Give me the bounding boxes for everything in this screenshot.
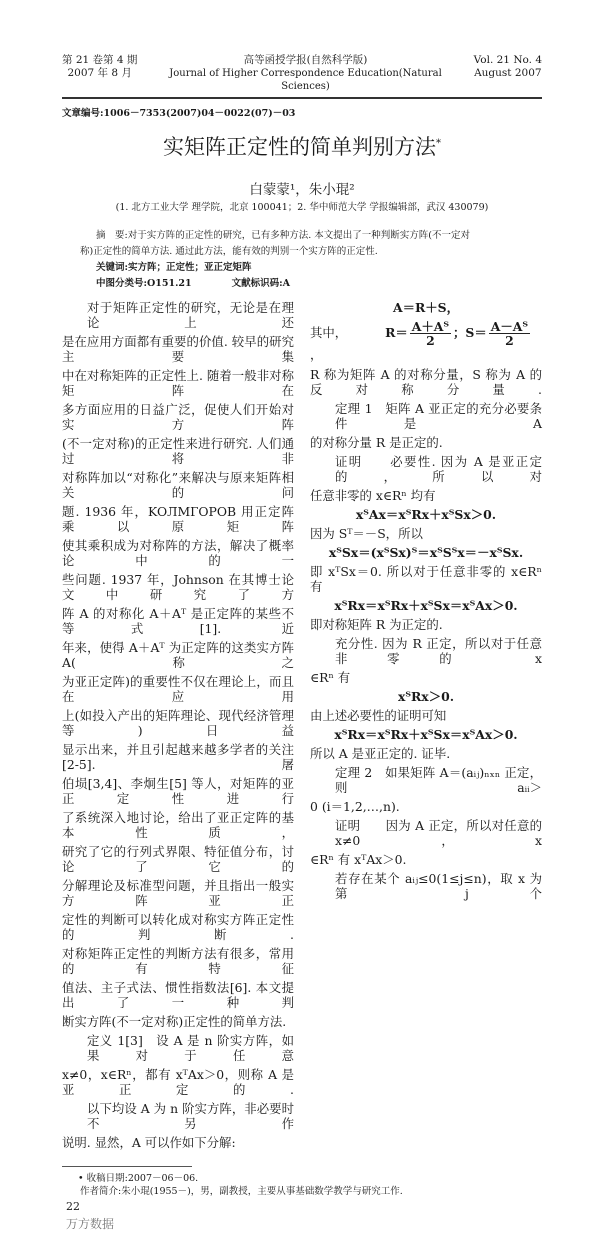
- abstract-line-2: 称)正定性的简单方法. 通过此方法，能有效的判别一个实方阵的正定性.: [80, 245, 378, 257]
- footnote-rule: [62, 1166, 192, 1167]
- left-column-line: (不一定对称)的正定性来进行研究. 人们通过将非: [62, 435, 294, 466]
- R-denominator: 2: [426, 332, 435, 348]
- left-column: [62, 298, 294, 1152]
- right-column-line: 即对称矩阵 R 为正定的.: [310, 616, 443, 632]
- journal-name-en: Journal of Higher Correspondence Education(Natural Sciences): [169, 68, 442, 92]
- left-column-line: x≠0，x∈Rⁿ，都有 xᵀAx＞0，则称 A 是亚正定的.: [62, 1066, 294, 1097]
- right-column-line: 即 xᵀSx＝0. 所以对于任意非零的 x∈Rⁿ 有: [310, 563, 542, 594]
- left-column-line: 值法、主子式法、惯性指数法[6]. 本文提出了一种判: [62, 979, 294, 1010]
- right-column-line: 所以 A 是亚正定的. 证毕.: [310, 745, 451, 761]
- issue-info-en: [474, 54, 542, 80]
- right-column-line: ∈Rⁿ 有: [310, 669, 351, 685]
- left-column-line: 多方面应用的日益广泛，促使人们开始对实方阵: [62, 401, 294, 432]
- R-fraction: [410, 320, 451, 347]
- clc-number: 中图分类号:O151.21: [96, 277, 192, 289]
- left-column-line: 年来，使得 A＋Aᵀ 为正定阵的这类实方阵 A(称之: [62, 639, 294, 670]
- received-date: • 收稿日期:2007－06－06.: [78, 1172, 199, 1184]
- left-column-line: 定义 1[3] 设 A 是 n 阶实方阵，如果对于任意: [87, 1032, 294, 1063]
- equation-line: xᵀSx＝(xᵀSx)ᵀ＝xᵀSᵀx＝－xᵀSx.: [328, 544, 524, 560]
- right-column-line: 由上述必要性的证明可知: [310, 707, 447, 723]
- body-columns: [62, 298, 542, 1152]
- left-column-line: 使其乘积成为对称阵的方法，解决了概率论中的一: [62, 537, 294, 568]
- left-column-line: 说明. 显然，A 可以作如下分解:: [62, 1134, 236, 1150]
- R-numerator: A＋Aᵀ: [411, 318, 450, 334]
- equation-line: xᵀRx＝xᵀRx＋xᵀSx＝xᵀAx＞0.: [334, 726, 518, 742]
- S-lhs: ；S＝: [453, 324, 487, 340]
- where-label: 其中，: [310, 324, 348, 340]
- equation-line: xᵀRx＝xᵀRx＋xᵀSx＝xᵀAx＞0.: [334, 597, 518, 613]
- affiliation: (1. 北方工业大学 理学院，北京 100041；2. 华中师范大学 学报编辑部，武汉 430079): [115, 201, 489, 213]
- left-column-line: 为亚正定阵)的重要性不仅在理论上，而且在应用: [62, 673, 294, 704]
- journal-name: [145, 54, 465, 93]
- equation-end: ，: [310, 346, 323, 362]
- left-column-line: 以下均设 A 为 n 阶实方阵，非必要时不另作: [87, 1100, 294, 1131]
- page-number: 22: [66, 1199, 80, 1213]
- right-column-line: 定理 2 如果矩阵 A＝(aᵢⱼ)ₙₓₙ 正定，则 aᵢᵢ＞: [335, 764, 542, 795]
- journal-name-cn: 高等函授学报(自然科学版): [243, 54, 368, 66]
- right-column-line: 证明 因为 A 正定，所以对任意的 x≠0，x: [335, 817, 542, 848]
- left-column-line: 研究了它的行列式界限、特征值分布，讨论了它的: [62, 843, 294, 874]
- right-column-line: 任意非零的 x∈Rⁿ 均有: [310, 487, 436, 503]
- left-column-line: 阵 A 的对称化 A＋Aᵀ 是正定阵的某些不等式[1]. 近: [62, 605, 294, 636]
- footnote: [62, 1166, 542, 1232]
- volume-issue: 第 21 卷第 4 期: [62, 54, 138, 66]
- left-column-line: 了系统深入地讨论，给出了亚正定阵的基本性质，: [62, 809, 294, 840]
- left-column-line: 对于矩阵正定性的研究，无论是在理论上还: [87, 299, 294, 330]
- authors: 白蒙蒙¹，朱小琨²: [249, 181, 355, 198]
- document-code: 文献标识码:A: [231, 277, 291, 289]
- abstract: [80, 228, 528, 292]
- left-column-line: 伯埙[3,4]、李炯生[5] 等人，对矩阵的亚正定性进行: [62, 775, 294, 806]
- S-denominator: 2: [505, 332, 514, 348]
- R-lhs: R＝: [385, 324, 408, 340]
- left-column-line: 断实方阵(不一定对称)正定性的简单方法.: [62, 1013, 287, 1029]
- running-header: [62, 54, 542, 93]
- author-bio: 作者简介:朱小琨(1955－)，男，副教授，主要从事基础数学教学与研究工作.: [80, 1185, 403, 1197]
- left-column-line: 上(如投入产出的矩阵理论、现代经济管理等)日益: [62, 707, 294, 738]
- title-footnote-mark: *: [436, 137, 441, 149]
- S-numerator: A－Aᵀ: [490, 318, 529, 334]
- equation-line: xᵀAx＝xᵀRx＋xᵀSx＞0.: [355, 506, 497, 522]
- left-column-line: 对称阵加以“对称化”来解决与原来矩阵相关的问: [62, 469, 294, 500]
- right-column-line: 定理 1 矩阵 A 亚正定的充分必要条件是 A: [335, 400, 542, 431]
- right-column-line: 的对称分量 R 是正定的.: [310, 434, 443, 450]
- title-text: 实矩阵正定性的简单判别方法: [163, 134, 436, 159]
- date-en: August 2007: [474, 67, 542, 79]
- volume-en: Vol. 21 No. 4: [473, 54, 542, 66]
- left-column-line: 中在对称矩阵的正定性上. 随着一般非对称矩阵在: [62, 367, 294, 398]
- right-column-line: R 称为矩阵 A 的对称分量，S 称为 A 的反对称分量.: [310, 366, 542, 397]
- left-column-line: 显示出来，并且引起越来越多学者的关注[2-5]. 屠: [62, 741, 294, 772]
- issue-info: [62, 54, 137, 80]
- right-column-line: 因为 Sᵀ＝－S，所以: [310, 525, 423, 541]
- article-number: 文章编号:1006－7353(2007)04－0022(07)－03: [62, 107, 296, 119]
- keywords-row: [80, 260, 528, 276]
- right-column-line: 若存在某个 aᵢⱼ≤0(1≤j≤n)，取 x 为第 j 个: [335, 870, 542, 901]
- left-column-line: 定性的判断可以转化成对称实方阵正定性的判断.: [62, 911, 294, 942]
- equation-decomposition: A＝R＋S，: [392, 299, 460, 315]
- abstract-line-1: 摘 要:对于实方阵的正定性的研究，已有多种方法. 本文提出了一种判断实方阵(不一定对: [96, 229, 470, 241]
- page-title: [62, 131, 542, 160]
- right-column: [310, 298, 542, 1152]
- left-column-line: 分解理论及标准型问题，并且指出一般实方阵亚正: [62, 877, 294, 908]
- left-column-line: 是在应用方面都有重要的价值. 较早的研究主要集: [62, 333, 294, 364]
- equation-components: [310, 317, 542, 365]
- header-rule: [62, 97, 542, 99]
- issue-date: 2007 年 8 月: [67, 67, 132, 79]
- right-column-line: ∈Rⁿ 有 xᵀAx＞0.: [310, 851, 407, 867]
- right-column-line: 充分性. 因为 R 正定，所以对于任意非零的 x: [335, 635, 542, 666]
- equation-line: xᵀRx＞0.: [397, 688, 455, 704]
- left-column-line: 些问题. 1937 年，Johnson 在其博士论文中研究了方: [62, 571, 294, 602]
- keywords: 关键词:实方阵；正定性；亚正定矩阵: [96, 261, 252, 273]
- right-column-line: 0 (i＝1,2,…,n).: [310, 798, 400, 814]
- left-column-line: 题. 1936 年，KOЛMГOPOB 用正定阵乘以原矩阵: [62, 503, 294, 534]
- S-fraction: [489, 320, 530, 347]
- right-column-line: 证明 必要性. 因为 A 是亚正定的，所以对: [335, 453, 542, 484]
- watermark: 万方数据: [66, 1216, 115, 1231]
- left-column-line: 对称矩阵正定性的判断方法有很多，常用的有特征: [62, 945, 294, 976]
- classification-row: [80, 276, 528, 292]
